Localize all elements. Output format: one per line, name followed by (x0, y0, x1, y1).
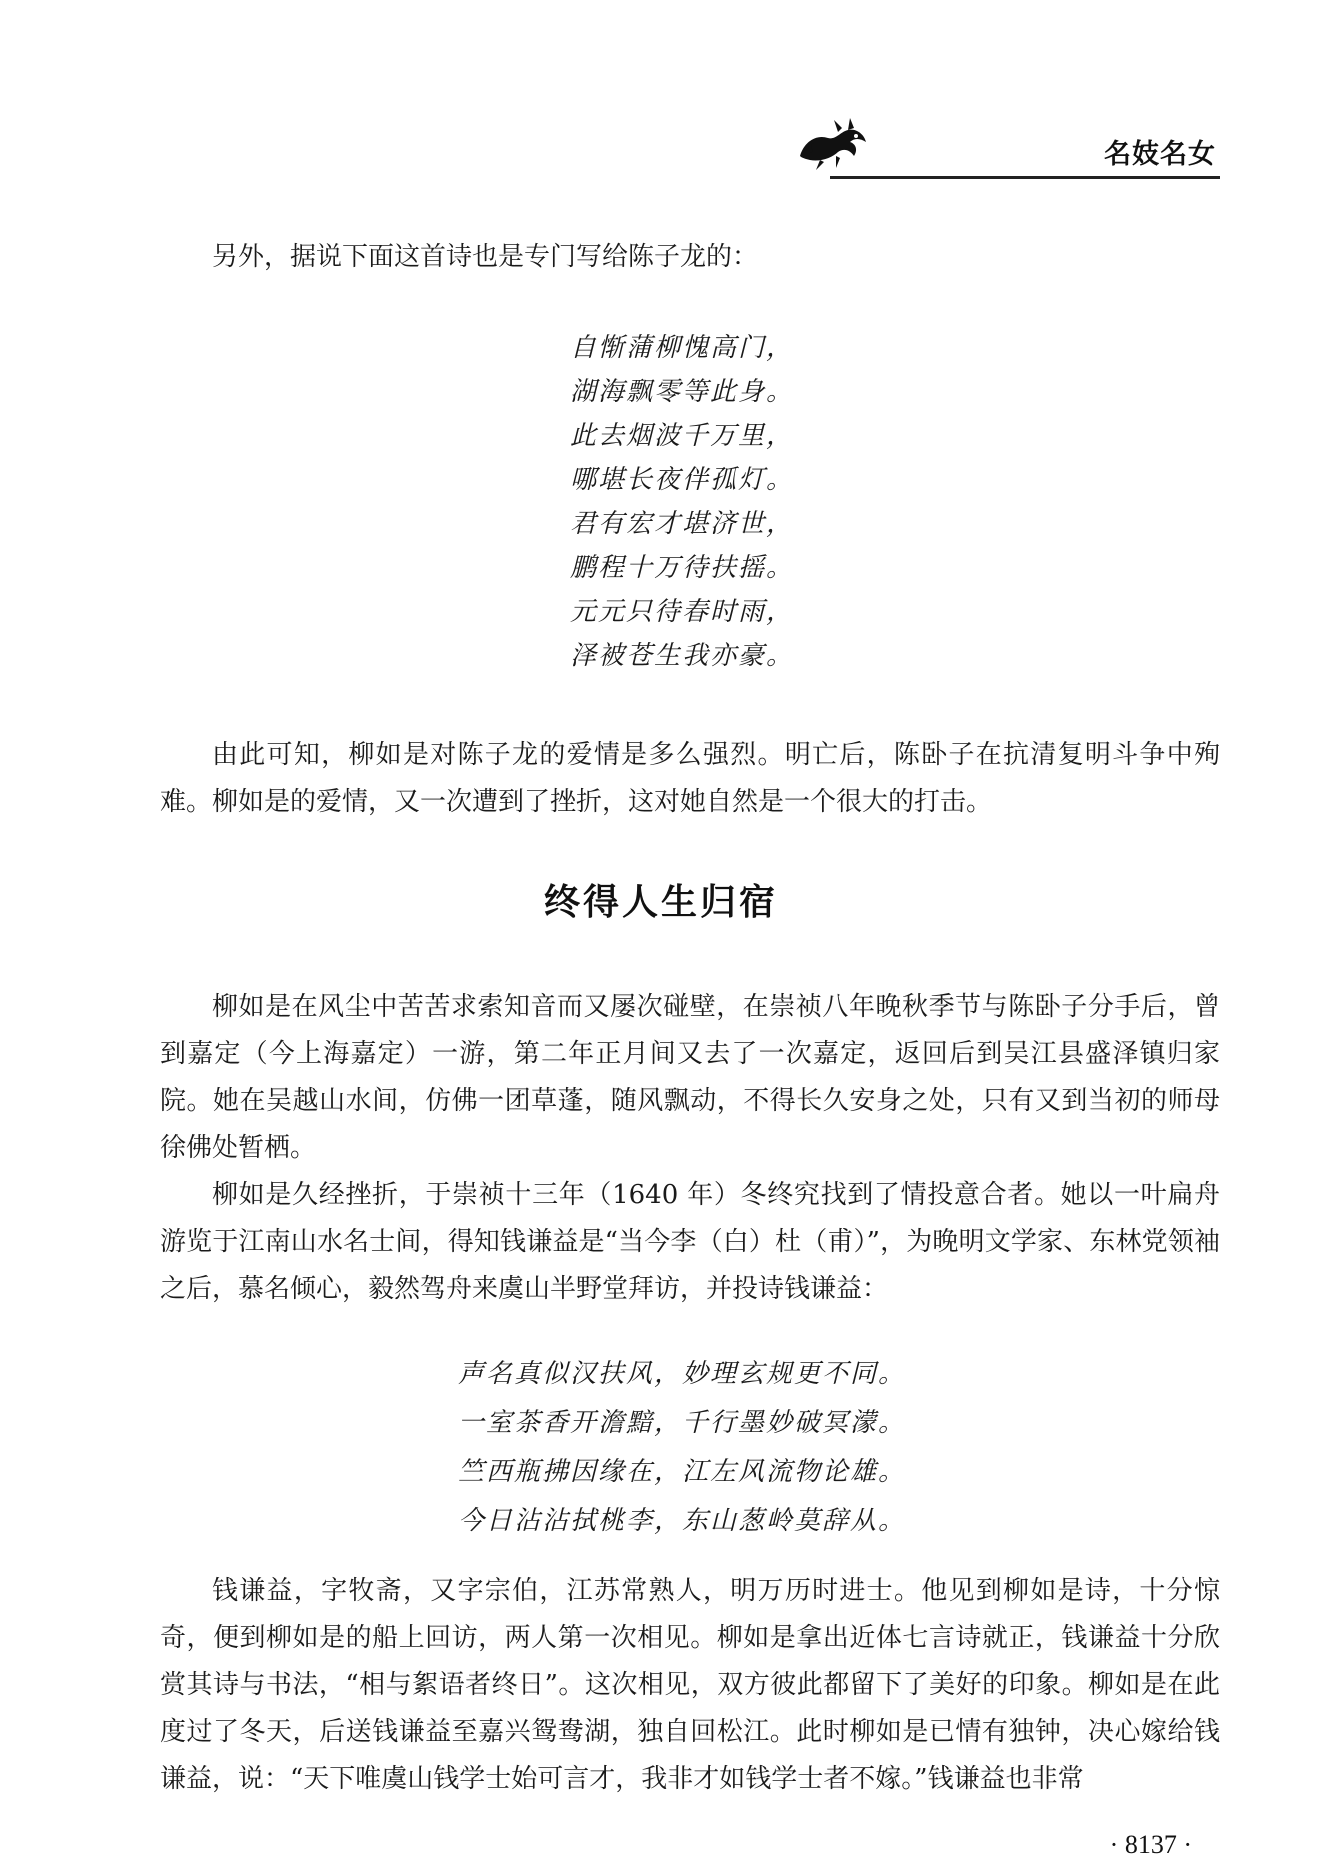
poem-line: 今日沾沾拭桃李，东山葱岭莫辞从。 (458, 1506, 907, 1536)
poem-line: 自惭蒲柳愧高门， (570, 333, 795, 363)
poem-1 (570, 326, 794, 678)
poem-line: 一室茶香开澹黯，千行墨妙破冥濛。 (458, 1408, 907, 1438)
poem-line: 鹏程十万待扶摇。 (570, 553, 795, 583)
section-title: 终得人生归宿 (543, 882, 778, 923)
header-rule (830, 176, 1220, 179)
paragraph: 钱谦益，字牧斋，又字宗伯，江苏常熟人，明万历时进士。他见到柳如是诗，十分惊奇，便到柳如是的船上回访，两人第一次相见。柳如是拿出近体七言诗就正，钱谦益十分欣赏其诗与书法，“相与絮语者终日”。这次相见，双方彼此都留下了美好的印象。柳如是在此度过了冬天，后送钱谦益至嘉兴鸳鸯湖，独自回松江。此时柳如是已情有独钟，决心嫁给钱谦益，说：“天下唯虞山钱学士始可言才，我非才如钱学士者不嫁。”钱谦益也非常 (160, 1576, 1220, 1794)
poem-line: 竺西瓶拂因缘在，江左风流物论雄。 (458, 1457, 907, 1487)
poem-2 (458, 1350, 906, 1546)
poem-line: 哪堪长夜伴孤灯。 (570, 465, 795, 495)
poem-line: 声名真似汉扶风，妙理玄规更不同。 (458, 1359, 907, 1389)
paragraph: 由此可知，柳如是对陈子龙的爱情是多么强烈。明亡后，陈卧子在抗清复明斗争中殉难。柳如是的爱情，又一次遭到了挫折，这对她自然是一个很大的打击。 (160, 740, 1220, 817)
page-number: · 8137 · (1109, 1830, 1192, 1859)
running-header (790, 112, 1220, 176)
header-title: 名妓名女 (1104, 139, 1216, 170)
paragraph: 柳如是在风尘中苦苦求索知音而又屡次碰壁，在崇祯八年晚秋季节与陈卧子分手后，曾到嘉定（今上海嘉定）一游，第二年正月间又去了一次嘉定，返回后到吴江县盛泽镇归家院。她在吴越山水间，仿佛一团草蓬，随风飘动，不得长久安身之处，只有又到当初的师母徐佛处暂栖。 (160, 992, 1220, 1163)
intro-line: 另外，据说下面这首诗也是专门写给陈子龙的： (212, 242, 759, 272)
paragraph: 柳如是久经挫折，于崇祯十三年（1640 年）冬终究找到了情投意合者。她以一叶扁舟游览于江南山水名士间，得知钱谦益是“当今李（白）杜（甫）”，为晚明文学家、东林党领袖之后，慕名倾心，毅然驾舟来虞山半野堂拜访，并投诗钱谦益： (160, 1180, 1220, 1304)
poem-line: 泽被苍生我亦豪。 (570, 641, 795, 671)
poem-line: 元元只待春时雨， (570, 597, 795, 627)
poem-line: 此去烟波千万里， (570, 421, 795, 451)
poem-line: 湖海飘零等此身。 (570, 377, 795, 407)
poem-line: 君有宏才堪济世， (570, 509, 795, 539)
dragon-icon (790, 112, 874, 176)
